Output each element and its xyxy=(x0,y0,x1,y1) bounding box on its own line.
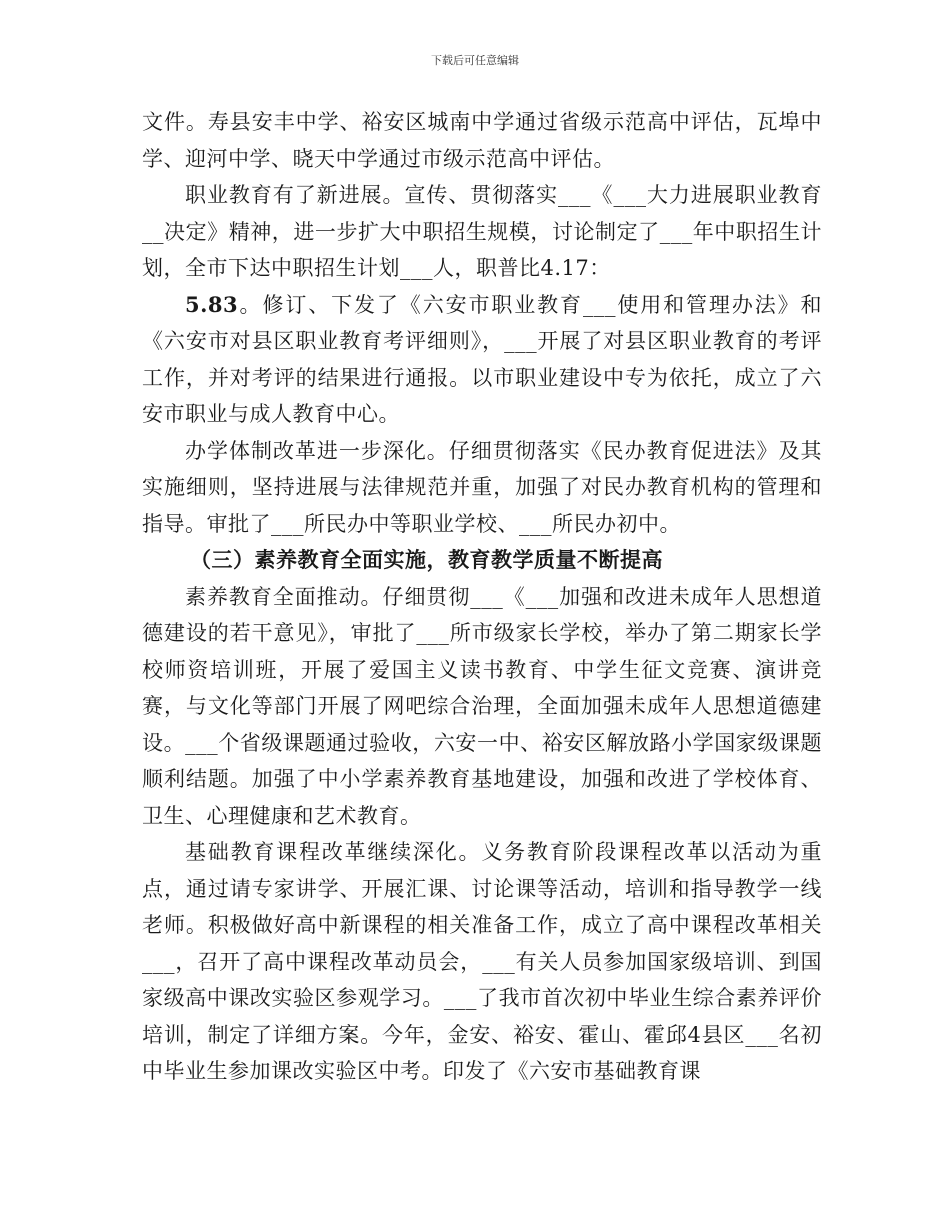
paragraph-continuation: 文件。寿县安丰中学、裕安区城南中学通过省级示范高中评估，瓦埠中学、迎河中学、晓天中学通过市级示范高中评估。 xyxy=(142,110,822,171)
paragraph-quality-education: 素养教育全面推动。仔细贯彻___《___加强和改进未成年人思想道德建设的若干意见》，审批了___所市级家长学校，举办了第二期家长学校师资培训班，开展了爱国主义读书教育、中学生征文竞赛、演讲竞赛，与文化等部门开展了网吧综合治理，全面加强未成年人思想道德建设。___个省级课题通过验收，六安一中、裕安区解放路小学国家级课题顺利结题。加强了中小学素养教育基地建设，加强和改进了学校体育、卫生、心理健康和艺术教育。 xyxy=(142,584,822,828)
page-header: 下载后可任意编辑 xyxy=(431,54,519,67)
section-heading-3: （三）素养教育全面实施，教育教学质量不断提高 xyxy=(190,547,663,572)
paragraph-curriculum-reform: 基础教育课程改革继续深化。义务教育阶段课程改革以活动为重点，通过请专家讲学、开展汇课、讨论课等活动，培训和指导教学一线老师。积极做好高中新课程的相关准备工作，成立了高中课程改革相关___，召开了高中课程改革动员会，___有关人员参加国家级培训、到国家级高中课改实验区参观学习。___了我市首次初中毕业生综合素养评价培训，制定了详细方案。今年，金安、裕安、霍山、霍邱4县区___名初中毕业生参加课改实验区中考。印发了《六安市基础教育课 xyxy=(142,840,822,1083)
document-body xyxy=(142,104,822,1090)
ratio-value: 5.83 xyxy=(185,291,239,317)
paragraph-vocational-evaluation xyxy=(142,287,822,433)
paragraph-vocational-evaluation-text: 。修订、下发了《六安市职业教育___使用和管理办法》和《六安市对县区职业教育考评细则》，___开展了对县区职业教育的考评工作，并对考评的结果进行通报。以市职业建设中专为依托，成立了六安市职业与成人教育中心。 xyxy=(142,292,822,426)
paragraph-vocational-education: 职业教育有了新进展。宣传、贯彻落实___《___大力进展职业教育__决定》精神，进一步扩大中职招生规模，讨论制定了___年中职招生计划，全市下达中职招生计划___人，职普比4.17： xyxy=(142,183,822,280)
paragraph-school-system-reform: 办学体制改革进一步深化。仔细贯彻落实《民办教育促进法》及其实施细则，坚持进展与法律规范并重，加强了对民办教育机构的管理和指导。审批了___所民办中等职业学校、___所民办初中。 xyxy=(142,438,822,536)
